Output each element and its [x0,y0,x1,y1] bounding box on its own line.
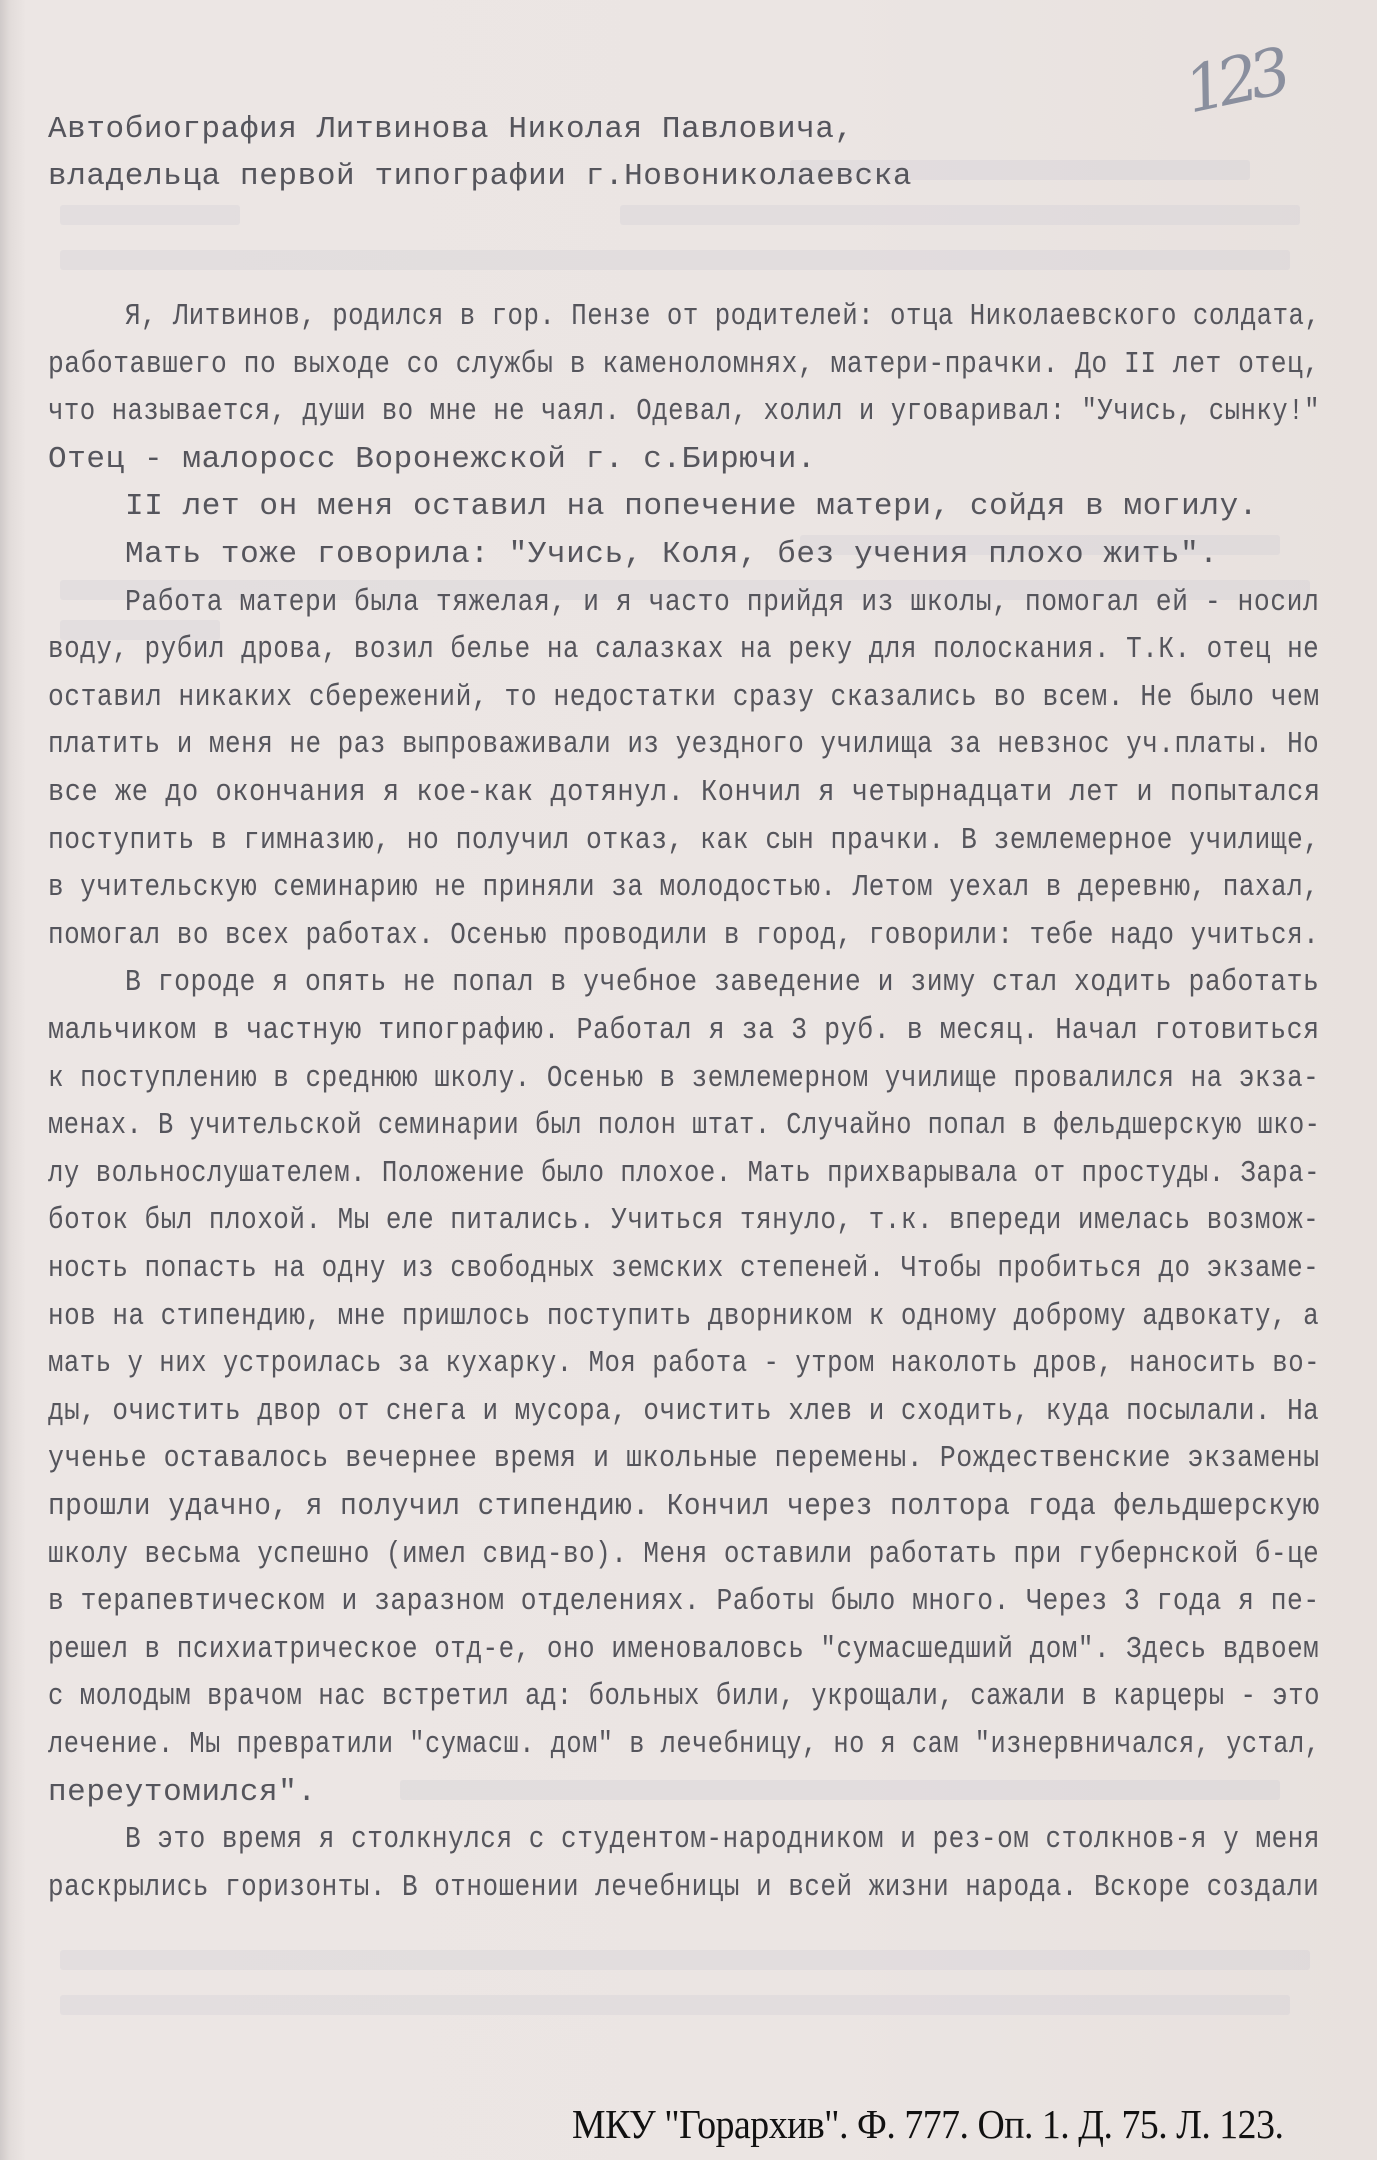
body-line: Я, Литвинов, родился в гор. Пензе от родителей: отца Николаевского солдата, [125,299,1321,334]
body-line: работавшего по выходе со службы в каменоломнях, матери-прачки. До II лет отец, [48,347,1320,382]
body-line: В это время я столкнулся с студентом-народником и рез-ом столкнов-я у меня [125,1822,1321,1857]
body-line: Работа матери была тяжелая, и я часто прийдя из школы, помогал ей - носил [125,585,1320,620]
body-line: ность попасть на одну из свободных земских степеней. Чтобы пробиться до экзаме- [48,1251,1320,1286]
body-line: воду, рубил дрова, возил белье на салазках на реку для полоскания. Т.К. отец не [48,632,1320,667]
body-line: ды, очистить двор от снега и мусора, очистить хлев и сходить, куда посылали. На [48,1394,1320,1429]
body-line: в учительскую семинарию не приняли за молодостью. Летом уехал в деревню, пахал, [48,870,1320,905]
body-line: все же до окончания я кое-как дотянул. Кончил я четырнадцати лет и попытался [48,775,1321,810]
body-line: платить и меня не раз выпроваживали из уездного училища за невзнос уч.платы. Но [48,727,1320,762]
body-line: школу весьма успешно (имел свид-во). Меня оставили работать при губернской б-це [48,1537,1320,1572]
body-line: раскрылись горизонты. В отношении лечебницы и всей жизни народа. Вскоре создали [48,1870,1320,1905]
body-line: II лет он меня оставил на попечение матери, сойдя в могилу. [125,489,1258,524]
body-line: ученье оставалось вечернее время и школьные перемены. Рождественские экзамены [48,1441,1320,1476]
body-line: переутомился". [48,1775,317,1810]
body-line: менах. В учительской семинарии был полон штат. Случайно попал в фельдшерскую шко- [48,1108,1321,1143]
body-line: Мать тоже говорила: "Учись, Коля, без учения плохо жить". [125,537,1219,572]
body-line: лечение. Мы превратили "сумасш. дом" в лечебницу, но я сам "изнервничался, устал, [48,1727,1321,1762]
body-line: нов на стипендию, мне пришлось поступить дворником к одному доброму адвокату, а [48,1299,1320,1334]
body-line: в терапевтическом и заразном отделениях. Работы было много. Через 3 года я пе- [48,1584,1320,1619]
title-line-1: Автобиография Литвинова Николая Павловича, [48,112,854,147]
body-line: лу вольнослушателем. Положение было плохое. Мать прихварывала от простуды. Зара- [48,1156,1321,1191]
body-line: помогал во всех работах. Осенью проводили в город, говорили: тебе надо учиться. [48,918,1320,953]
body-line: В городе я опять не попал в учебное заведение и зиму стал ходить работать [125,965,1320,1000]
body-line: поступить в гимназию, но получил отказ, как сын прачки. В землемерное училище, [48,823,1320,858]
body-line: прошли удачно, я получил стипендию. Кончил через полтора года фельдшерскую [48,1489,1320,1524]
handwritten-page-number: 123 [1178,35,1290,129]
body-line: боток был плохой. Мы еле питались. Учиться тянуло, т.к. впереди имелась возмож- [48,1203,1320,1238]
body-line: с молодым врачом нас встретил ад: больных били, укрощали, сажали в карцеры - это [48,1679,1321,1714]
body-line: мать у них устроилась за кухарку. Моя работа - утром наколоть дров, наносить во- [48,1346,1321,1381]
body-line: Отец - малоросс Воронежской г. с.Бирючи. [48,442,817,477]
body-line: к поступлению в среднюю школу. Осенью в землемерном училище провалился на экза- [48,1061,1320,1096]
title-line-2: владельца первой типографии г.Новониколаевска [48,159,913,194]
archive-reference: МКУ "Горархив". Ф. 777. Оп. 1. Д. 75. Л. 123. [572,2101,1284,2147]
body-line: решел в психиатрическое отд-е, оно именоваловсь "сумасшедший дом". Здесь вдвоем [48,1632,1320,1667]
body-line: оставил никаких сбережений, то недостатки сразу сказались во всем. Не было чем [48,680,1320,715]
body-line: мальчиком в частную типографию. Работал я за 3 руб. в месяц. Начал готовиться [48,1013,1320,1048]
body-line: что называется, души во мне не чаял. Одевал, холил и уговаривал: "Учись, сынку!" [48,394,1321,429]
